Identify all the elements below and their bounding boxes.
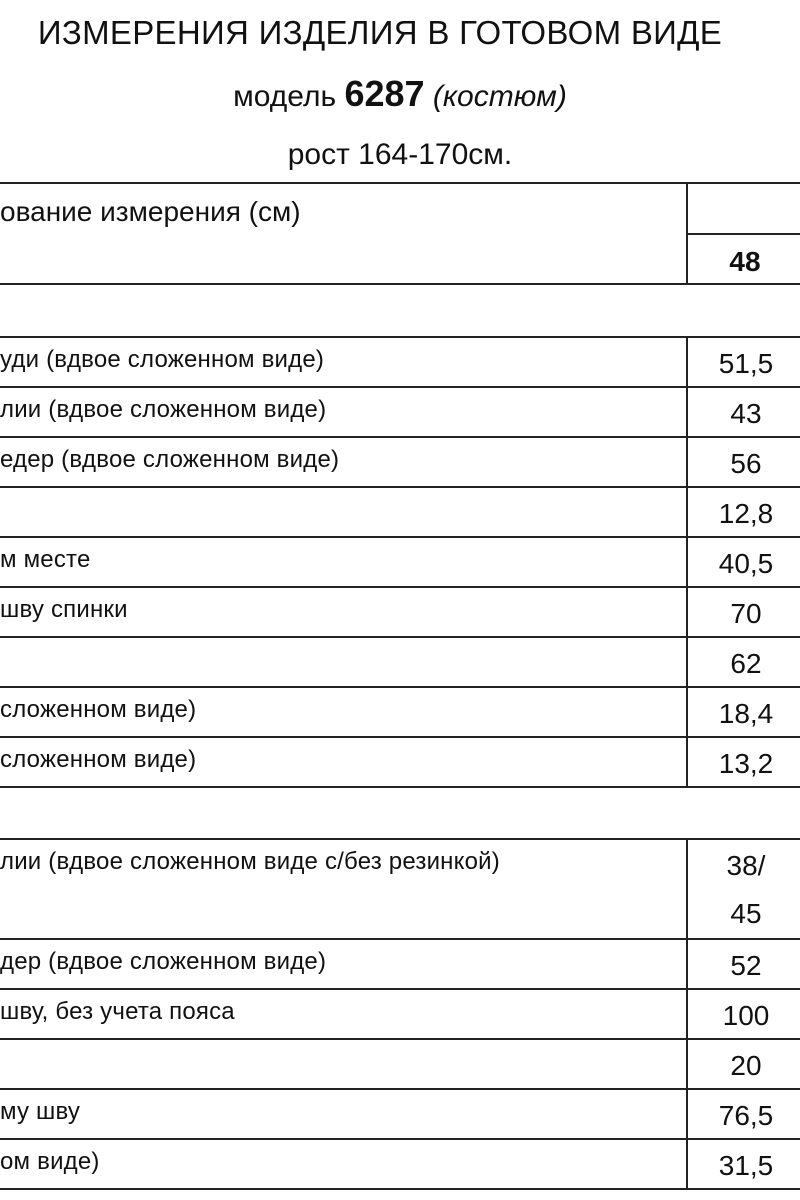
row-label: едер (вдвое сложенном виде) <box>0 446 340 473</box>
row-divider <box>0 586 800 588</box>
column-divider <box>686 336 688 788</box>
row-divider <box>0 736 800 738</box>
row-label: сложенном виде) <box>0 746 197 773</box>
row-label: уди (вдвое сложенном виде) <box>0 346 325 373</box>
row-label: дер (вдвое сложенном виде) <box>0 948 327 975</box>
model-kind: (костюм) <box>432 80 567 113</box>
row-divider <box>0 336 800 338</box>
size-header: 48 <box>729 246 761 277</box>
document-title: ИЗМЕРЕНИЯ ИЗДЕЛИЯ В ГОТОВОМ ВИДЕ <box>37 14 723 51</box>
row-divider <box>0 838 800 840</box>
row-divider <box>0 786 800 788</box>
model-number: 6287 <box>344 73 425 114</box>
column-divider <box>686 838 688 1190</box>
row-divider <box>0 1188 800 1190</box>
row-label: му шву <box>0 1098 81 1125</box>
row-divider <box>0 536 800 538</box>
row-value: 40,5 <box>718 548 774 579</box>
row-value: 100 <box>722 1000 770 1031</box>
row-value-line2: 45 <box>730 898 762 929</box>
column-header: ование измерения (см) <box>0 196 301 227</box>
model-prefix: модель <box>233 80 337 113</box>
row-value: 18,4 <box>718 698 774 729</box>
row-divider <box>0 436 800 438</box>
row-label: лии (вдвое сложенном виде с/без резинкой) <box>0 848 500 875</box>
row-value: 43 <box>730 398 762 429</box>
row-value: 12,8 <box>718 498 774 529</box>
row-label: м месте <box>0 546 91 573</box>
model-line <box>0 73 800 115</box>
size-header-divider <box>686 233 800 235</box>
row-divider <box>0 486 800 488</box>
table-border <box>0 283 800 285</box>
row-value: 31,5 <box>718 1150 774 1181</box>
row-value: 20 <box>730 1050 762 1081</box>
row-value-line1: 38/ <box>726 850 766 881</box>
row-divider <box>0 686 800 688</box>
row-value: 76,5 <box>718 1100 774 1131</box>
row-divider <box>0 1138 800 1140</box>
row-label: шву, без учета пояса <box>0 998 235 1025</box>
row-value: 62 <box>730 648 762 679</box>
row-divider <box>0 1038 800 1040</box>
row-label: ом виде) <box>0 1148 100 1175</box>
column-divider <box>686 182 688 285</box>
row-divider <box>0 938 800 940</box>
row-value: 70 <box>730 598 762 629</box>
row-label: шву спинки <box>0 596 128 623</box>
height-range: рост 164-170см. <box>287 138 513 171</box>
row-divider <box>0 386 800 388</box>
row-divider <box>0 988 800 990</box>
row-label: сложенном виде) <box>0 696 197 723</box>
row-value: 52 <box>730 950 762 981</box>
table-border <box>0 182 800 184</box>
row-divider <box>0 1088 800 1090</box>
row-value: 13,2 <box>718 748 774 779</box>
row-value: 56 <box>730 448 762 479</box>
row-value: 51,5 <box>718 348 774 379</box>
row-divider <box>0 636 800 638</box>
row-label: лии (вдвое сложенном виде) <box>0 396 327 423</box>
